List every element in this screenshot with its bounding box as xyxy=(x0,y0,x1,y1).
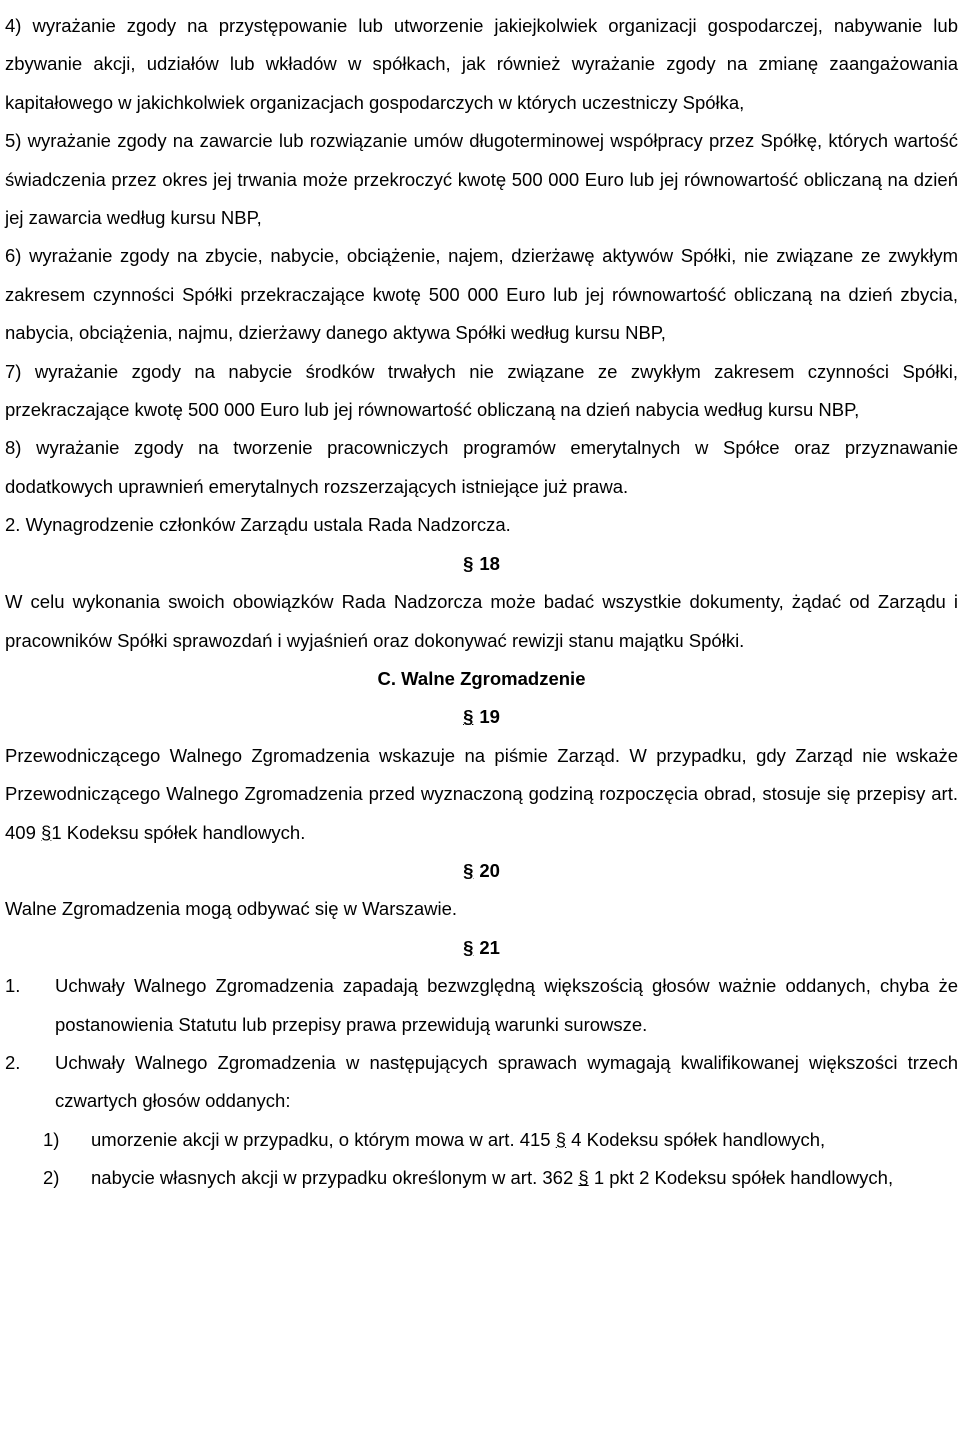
section-symbol-inline: § xyxy=(41,821,52,843)
paragraph-2: 2. Wynagrodzenie członków Zarządu ustala Rada Nadzorcza. xyxy=(5,514,511,536)
clause-7: 7) wyrażanie zgody na nabycie środków trwałych nie związane ze zwykłym zakresem czynności Spółki, przekraczające kwotę 500 000 Euro lub jej równowartość obliczaną na dzień nabycia według kursu NBP, xyxy=(5,360,958,421)
section-symbol: § xyxy=(463,936,474,958)
section-symbol-inline: § xyxy=(578,1167,589,1189)
section-21-subitem-1 xyxy=(5,1121,958,1159)
clause-8: 8) wyrażanie zgody na tworzenie pracowniczych programów emerytalnych w Spółce oraz przyznawanie dodatkowych uprawnień emerytalnych rozszerzających istniejące już prawa. xyxy=(5,437,958,497)
section-number: 18 xyxy=(479,552,500,574)
subitem-number: 2) xyxy=(43,1167,60,1189)
clause-5: 5) wyrażanie zgody na zawarcie lub rozwiązanie umów długoterminowej współpracy przez Spółkę, których wartość świadczenia przez okres jej trwania może przekroczyć kwotę 500 000 Euro lub jej równowartość obliczaną na dzień jej zawarcia według kursu NBP, xyxy=(5,130,958,229)
subitem-text-a: nabycie własnych akcji w przypadku określonym w art. 362 xyxy=(91,1167,579,1189)
clause-6: 6) wyrażanie zgody na zbycie, nabycie, obciążenie, najem, dzierżawę aktywów Spółki, nie związane ze zwykłym zakresem czynności Spółki przekraczające kwotę 500 000 Euro lub jej równowartość obliczaną na dzień zbycia, nabycia, obciążenia, najmu, dzierżawy danego aktywa Spółki według kursu NBP, xyxy=(5,245,958,344)
section-symbol: § xyxy=(463,859,474,881)
subitem-text-b: 4 Kodeksu spółek handlowych, xyxy=(566,1128,826,1150)
section-number: 21 xyxy=(479,936,500,958)
item-text: Uchwały Walnego Zgromadzenia zapadają bezwzględną większością głosów ważnie oddanych, chyba że postanowienia Statutu lub przepisy prawa przewidują warunki surowsze. xyxy=(55,975,958,1035)
section-number: 20 xyxy=(479,859,500,881)
section-20-heading xyxy=(5,852,958,890)
subitem-text xyxy=(91,1121,958,1159)
section-21-subitem-2 xyxy=(5,1159,958,1197)
item-number: 2. xyxy=(5,1051,21,1073)
section-19-heading xyxy=(5,698,958,736)
section-19-text-a: Przewodniczącego Walnego Zgromadzenia wskazuje na piśmie Zarząd. W przypadku, gdy Zarząd nie wskaże Przewodniczącego Walnego Zgromadzenia przed wyznaczoną godziną rozpoczęcia obrad, stosuje się przepisy art. 409 xyxy=(5,744,958,843)
section-20-text: Walne Zgromadzenia mogą odbywać się w Warszawie. xyxy=(5,898,458,920)
subitem-text-a: umorzenie akcji w przypadku, o którym mowa w art. 415 xyxy=(91,1128,556,1150)
section-21-heading xyxy=(5,929,958,967)
section-21-item-2 xyxy=(5,1044,958,1121)
section-18-text: W celu wykonania swoich obowiązków Rada Nadzorcza może badać wszystkie dokumenty, żądać od Zarządu i pracowników Spółki sprawozdań i wyjaśnień oraz dokonywać rewizji stanu majątku Spółki. xyxy=(5,591,958,651)
section-symbol: § xyxy=(463,706,474,728)
subitem-text-b: 1 pkt 2 Kodeksu spółek handlowych, xyxy=(588,1167,894,1189)
chapter-c-heading: C. Walne Zgromadzenie xyxy=(377,667,586,689)
section-19-text xyxy=(5,737,958,852)
section-18-heading xyxy=(5,545,958,583)
section-19-text-b: 1 Kodeksu spółek handlowych. xyxy=(51,821,306,843)
subitem-number: 1) xyxy=(43,1128,60,1150)
section-symbol: § xyxy=(463,552,474,574)
clause-4: 4) wyrażanie zgody na przystępowanie lub utworzenie jakiejkolwiek organizacji gospodarczej, nabywanie lub zbywanie akcji, udziałów lub wkładów w spółkach, jak również wyrażanie zgody na zmianę zaangażowania kapitałowego w jakichkolwiek organizacjach gospodarczych w których uczestniczy Spółka, xyxy=(5,15,958,113)
subitem-text xyxy=(91,1159,958,1197)
item-text: Uchwały Walnego Zgromadzenia w następujących sprawach wymagają kwalifikowanej większości trzech czwartych głosów oddanych: xyxy=(55,1051,958,1112)
section-21-item-1 xyxy=(5,967,958,1044)
section-symbol-inline: § xyxy=(555,1128,567,1150)
section-number: 19 xyxy=(479,706,500,728)
item-number: 1. xyxy=(5,975,21,997)
